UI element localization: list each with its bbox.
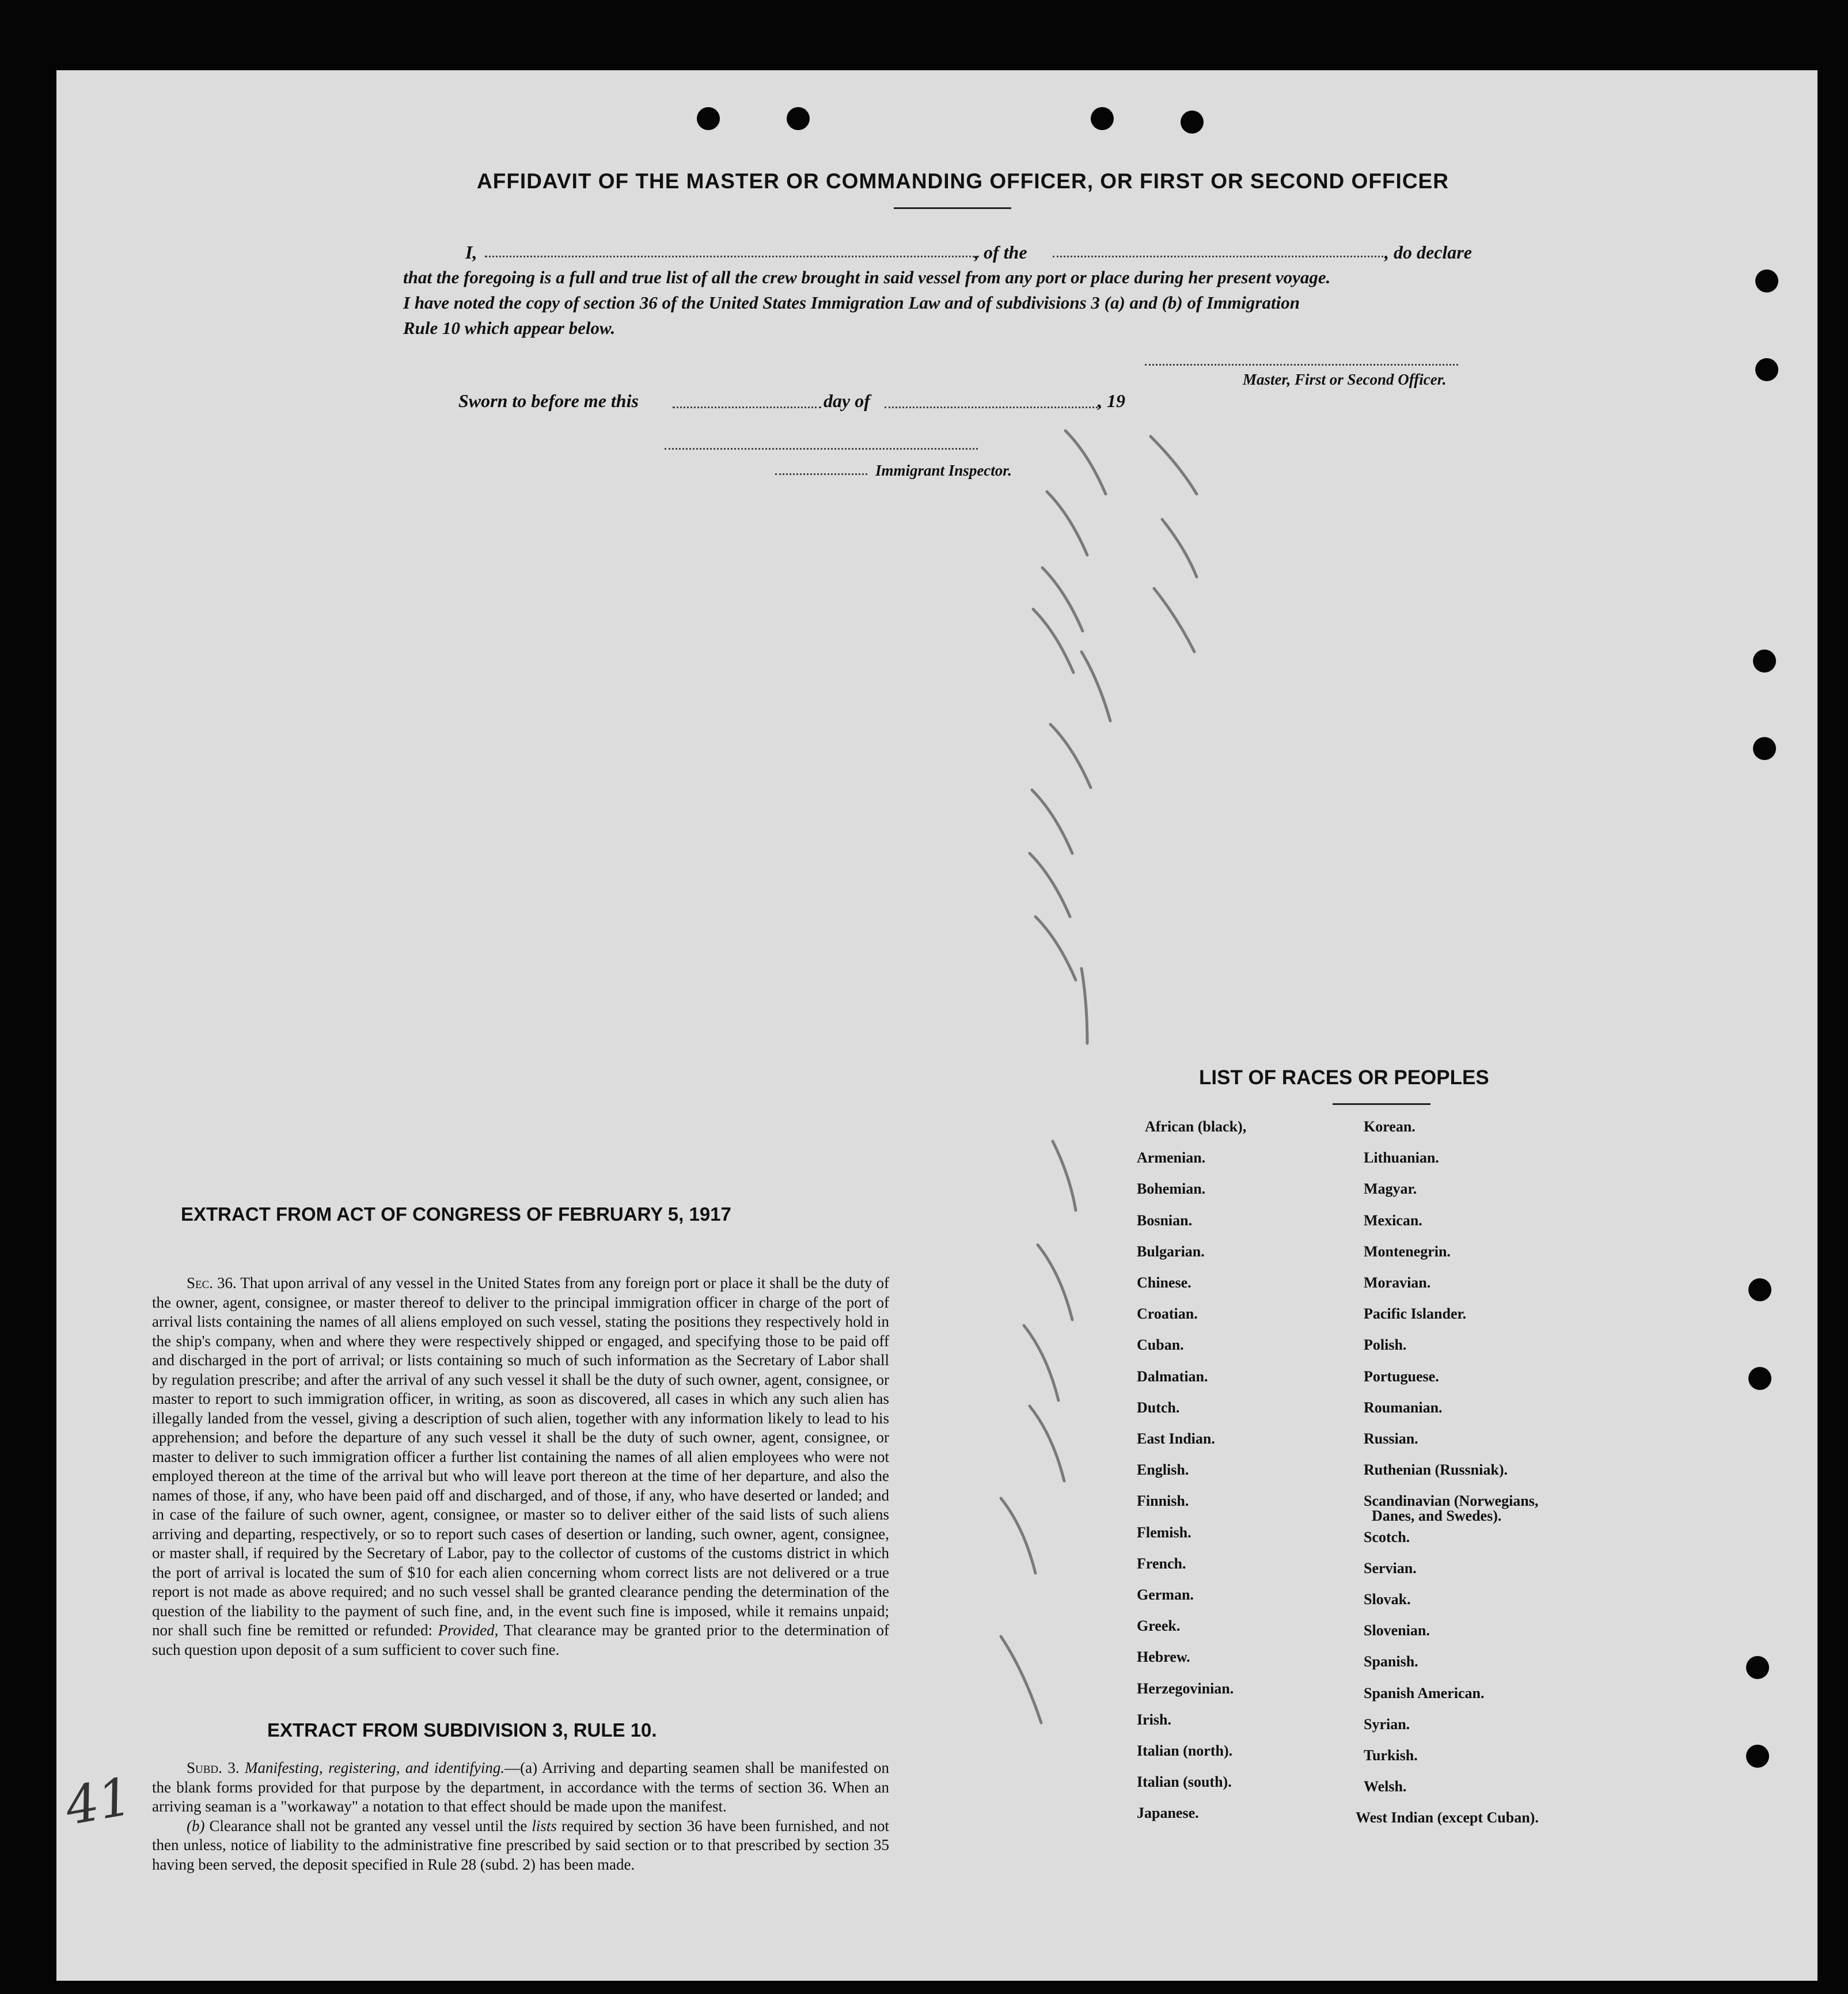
subdivision-heading: Manifesting, registering, and identifying.	[245, 1759, 505, 1776]
race-item: German.	[1137, 1586, 1194, 1603]
race-item: African (black),	[1145, 1118, 1247, 1135]
subdivision-b-marker: (b)	[187, 1817, 205, 1835]
race-item: Japanese.	[1137, 1805, 1199, 1822]
race-item: Danes, and Swedes).	[1372, 1507, 1502, 1525]
inspector-label: Immigrant Inspector.	[875, 462, 1012, 479]
section-text: That upon arrival of any vessel in the United States from any foreign port or place it shall be the duty of the owner, agent, consignee, or master thereof to deliver to the principal immigration officer in charge of the port of arrival lists containing the names of all aliens employed on such vessel, stating the positions they respectively hold in the ship's company, when and where they were respectively shipped or engaged, and specifying those to be paid off and discharged in the port of arrival; or lists containing so much of such information as the Secretary of Labor shall by regulation prescribe; and after the arrival of any such vessel it shall be the duty of such owner, agent, consignee, or master to report to such immigration officer, in writing, as soon as discovered, all cases in which any such alien has illegally landed from the vessel, giving a description of such alien, together with any information likely to lead to his apprehension; and before the departure of any such vessel it shall be the duty of such owner, agent, consignee, or master to deliver to such immigration officer a further list containing the names of all alien employees who were not employed thereon at the time of the arrival but who will leave port thereon at the time of her departure, and also the names of those, if any, who have been paid off and discharged, and of those, if any, who have deserted or landed; and in case of the failure of such owner, agent, consignee, or master so to deliver either of the said lists of such aliens arriving and departing, respectively, or so to report such cases of desertion or landing, such owner, agent, consignee, or master shall, if required by the Secretary of Labor, pay to the collector of customs of the customs district in which the port of arrival is located the sum of $10 for each alien concerning whom correct lists are not delivered or a true report is not made as above required; and no such vessel shall be granted clearance pending the determination of the question of the liability to the payment of such fine, and, in the event such fine is imposed, while it remains unpaid; nor shall such fine be remitted or refunded:	[152, 1274, 889, 1639]
handwritten-page-number: 41	[60, 1766, 136, 1837]
race-item: Syrian.	[1364, 1715, 1410, 1733]
race-item: Montenegrin.	[1364, 1243, 1451, 1260]
race-item: Mexican.	[1364, 1211, 1422, 1229]
day-of-label: day of	[824, 390, 870, 411]
race-item: Herzegovinian.	[1137, 1680, 1234, 1697]
do-declare-label: , do declare	[1384, 242, 1472, 263]
race-item: Bulgarian.	[1137, 1243, 1205, 1260]
race-item: Moravian.	[1364, 1274, 1431, 1291]
race-item: Scandinavian (Norwegians,	[1364, 1492, 1539, 1510]
race-item: Croatian.	[1137, 1305, 1198, 1323]
race-item: Ruthenian (Russniak).	[1364, 1461, 1508, 1479]
race-item: Italian (south).	[1137, 1773, 1232, 1791]
affidavit-body-line-2: I have noted the copy of section 36 of the United States Immigration Law and of subdivisions 3 (a) and (b) of Immigration	[403, 293, 1300, 313]
race-item: Servian.	[1364, 1559, 1417, 1577]
race-item: Finnish.	[1137, 1492, 1189, 1510]
declarant-prefix: I,	[465, 242, 477, 263]
inspector-signature-field[interactable]	[665, 448, 978, 450]
vessel-name-field[interactable]	[1053, 256, 1387, 257]
races-title: LIST OF RACES OR PEOPLES	[1199, 1066, 1489, 1089]
race-item: Lithuanian.	[1364, 1149, 1439, 1167]
affidavit-body-line-3: Rule 10 which appear below.	[403, 318, 616, 338]
race-item: Magyar.	[1364, 1180, 1417, 1198]
race-item: Dalmatian.	[1137, 1368, 1208, 1385]
race-item: Armenian.	[1137, 1149, 1206, 1167]
race-item: Turkish.	[1364, 1747, 1418, 1764]
race-item: Bosnian.	[1137, 1211, 1193, 1229]
race-item: Bohemian.	[1137, 1180, 1206, 1198]
race-item: Italian (north).	[1137, 1742, 1233, 1759]
affidavit-body-line-1: that the foregoing is a full and true list of all the crew brought in said vessel from any port or place during her present voyage.	[403, 267, 1331, 287]
race-item: Russian.	[1364, 1430, 1418, 1447]
provided-label: Provided,	[438, 1621, 499, 1639]
subdivision-b-lists: lists	[532, 1817, 557, 1835]
subdivision-label: Subd. 3.	[187, 1759, 240, 1776]
affidavit-title: AFFIDAVIT OF THE MASTER OR COMMANDING OFFICER, OR FIRST OR SECOND OFFICER	[477, 169, 1449, 193]
race-item: Pacific Islander.	[1364, 1305, 1467, 1323]
race-item: West Indian (except Cuban).	[1356, 1809, 1539, 1826]
extract-act-body	[152, 1274, 889, 1659]
master-signature-label: Master, First or Second Officer.	[1243, 371, 1447, 388]
race-item: Cuban.	[1137, 1336, 1184, 1354]
race-item: Slovenian.	[1364, 1622, 1430, 1639]
subdivision-a-text: Arriving and departing seamen shall be manifested on the blank forms provided for that purpose by the department, in accordance with the terms of section 36. When an arriving seaman is a "workaway" a notation to that effect should be made upon the manifest.	[152, 1759, 890, 1815]
provided-text: That clearance may be granted prior to the determination of such question upon deposit of a sum sufficient to cover such fine.	[152, 1621, 889, 1658]
race-item: Slovak.	[1364, 1591, 1411, 1608]
race-item: Portuguese.	[1364, 1368, 1439, 1385]
race-item: Welsh.	[1364, 1778, 1407, 1795]
race-item: Dutch.	[1137, 1399, 1180, 1416]
race-item: Greek.	[1137, 1617, 1181, 1635]
race-item: Flemish.	[1137, 1524, 1191, 1541]
subdivision-a-marker: —(a)	[504, 1759, 538, 1776]
race-item: East Indian.	[1137, 1430, 1215, 1447]
master-signature-field[interactable]	[1145, 364, 1458, 366]
race-item: French.	[1137, 1555, 1186, 1572]
section-label: Sec. 36.	[187, 1274, 237, 1292]
extract-rule-title: EXTRACT FROM SUBDIVISION 3, RULE 10.	[267, 1719, 657, 1741]
race-item: Spanish.	[1364, 1653, 1418, 1670]
race-item: Hebrew.	[1137, 1649, 1190, 1666]
race-item: English.	[1137, 1461, 1189, 1479]
subdivision-b-text-2: required by section 36 have been furnished, and not then unless, notice of liability to the administrative fine prescribed by said section or to that prescribed by section 35 having been served, the deposit specified in Rule 28 (subd. 2) has been made.	[152, 1817, 890, 1873]
race-item: Korean.	[1364, 1118, 1416, 1135]
inspector-signature-field-2[interactable]	[775, 473, 867, 475]
document-page	[56, 70, 1817, 1981]
race-item: Polish.	[1364, 1336, 1407, 1354]
sworn-day-field[interactable]	[673, 407, 821, 408]
extract-rule-body	[152, 1758, 889, 1874]
sworn-label: Sworn to before me this	[458, 390, 639, 411]
divider	[1333, 1103, 1430, 1105]
of-the-label: , of the	[974, 242, 1027, 263]
handwritten-ditto-marks	[56, 70, 1817, 1981]
extract-act-title: EXTRACT FROM ACT OF CONGRESS OF FEBRUARY 5, 1917	[181, 1203, 731, 1225]
race-item: Irish.	[1137, 1711, 1171, 1728]
race-item: Scotch.	[1364, 1528, 1410, 1545]
year-label: , 19	[1098, 390, 1125, 411]
race-item: Roumanian.	[1364, 1399, 1443, 1416]
subdivision-b-text-1: Clearance shall not be granted any vessel until the	[209, 1817, 528, 1835]
race-item: Chinese.	[1137, 1274, 1191, 1291]
sworn-month-field[interactable]	[885, 407, 1101, 408]
race-item: Spanish American.	[1364, 1684, 1485, 1701]
divider	[894, 207, 1011, 209]
declarant-name-field[interactable]	[485, 256, 979, 257]
